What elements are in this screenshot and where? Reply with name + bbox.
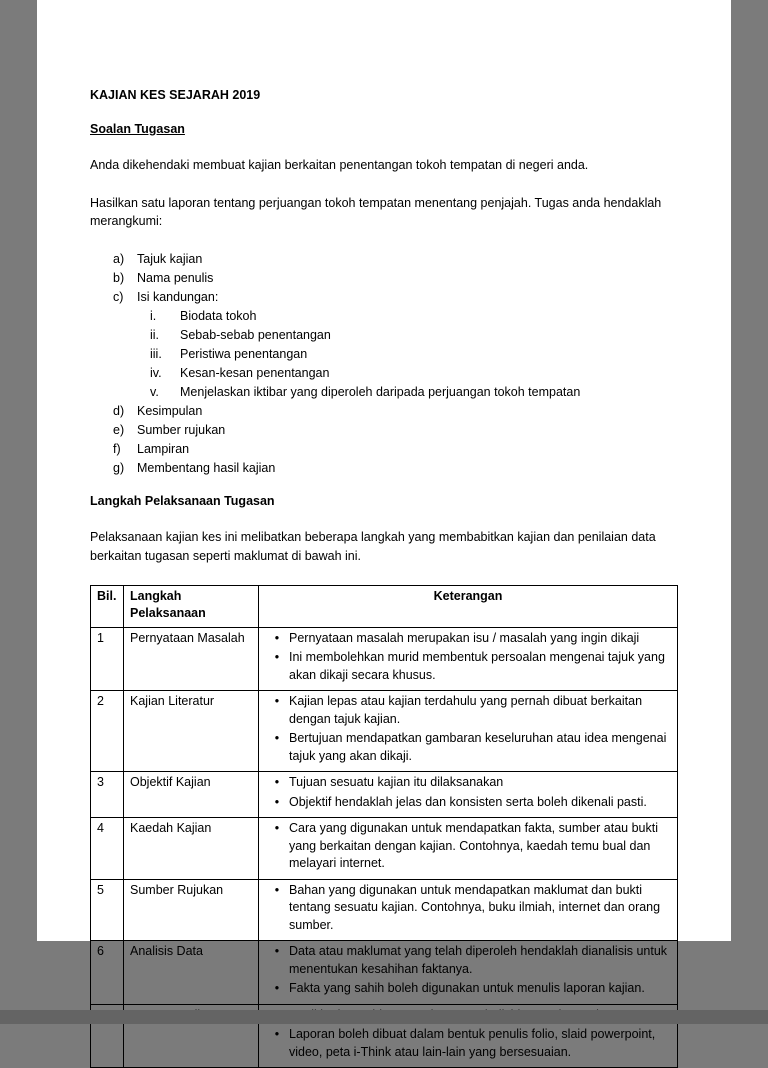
task-list xyxy=(90,250,678,478)
list-item xyxy=(90,459,678,478)
bullet-icon: • xyxy=(274,821,280,836)
list-item xyxy=(90,421,678,440)
list-item-label: g) xyxy=(113,461,125,476)
bullet-icon: • xyxy=(274,630,280,645)
sub-list-item xyxy=(150,326,678,345)
table-header-row xyxy=(91,585,678,627)
sub-list-item xyxy=(150,364,678,383)
bullet-item xyxy=(265,649,671,684)
bullet-item xyxy=(265,730,671,765)
paragraph-intro: Anda dikehendaki membuat kajian berkaitan penentangan tokoh tempatan di negeri anda. xyxy=(90,158,589,172)
sub-list-item-text: Peristiwa penentangan xyxy=(180,347,308,362)
cell-keterangan xyxy=(259,941,678,1005)
section-heading-langkah-pelaksanaan: Langkah Pelaksanaan Tugasan xyxy=(90,494,275,509)
bullet-text: Cara yang digunakan untuk mendapatkan fakta, sumber atau bukti yang berkaitan dengan kajian. Contohnya, kaedah temu bual dan melayari internet. xyxy=(289,821,658,871)
list-item xyxy=(90,402,678,421)
steps-table xyxy=(90,585,678,1068)
table-body xyxy=(91,627,678,1068)
sub-list xyxy=(90,307,678,402)
cell-langkah: Pernyataan Masalah xyxy=(124,627,259,691)
list-item-text: Kesimpulan xyxy=(137,404,203,419)
table-row xyxy=(91,691,678,772)
list-item-label: a) xyxy=(113,252,125,267)
sub-list-item-label: ii. xyxy=(150,328,160,343)
bullet-item xyxy=(265,774,671,792)
sub-list-item xyxy=(150,383,678,402)
cell-keterangan xyxy=(259,691,678,772)
cell-bil: 2 xyxy=(91,691,124,772)
sub-list-item xyxy=(150,307,678,326)
sub-list-item xyxy=(150,345,678,364)
table-row xyxy=(91,627,678,691)
bullet-item xyxy=(265,943,671,978)
bullet-icon: • xyxy=(274,944,280,959)
cell-bil: 3 xyxy=(91,772,124,818)
sub-list-item-text: Sebab-sebab penentangan xyxy=(180,328,331,343)
cell-keterangan xyxy=(259,818,678,880)
viewer-bottom-strip xyxy=(0,1010,768,1024)
header-langkah: Langkah Pelaksanaan xyxy=(124,585,259,627)
cell-bil: 6 xyxy=(91,941,124,1005)
cell-bil: 4 xyxy=(91,818,124,880)
table-row xyxy=(91,879,678,941)
list-item-text: Tajuk kajian xyxy=(137,252,203,267)
sub-list-item-label: i. xyxy=(150,309,157,324)
sub-list-item-text: Kesan-kesan penentangan xyxy=(180,366,330,381)
bullet-text: Ini membolehkan murid membentuk persoalan mengenai tajuk yang akan dikaji secara khusus. xyxy=(289,650,665,682)
sub-list-item-label: v. xyxy=(150,385,159,400)
list-item-text: Lampiran xyxy=(137,442,190,457)
cell-keterangan xyxy=(259,879,678,941)
bullet-text: Fakta yang sahih boleh digunakan untuk menulis laporan kajian. xyxy=(289,981,645,996)
cell-langkah: Kajian Literatur xyxy=(124,691,259,772)
list-item-text: Membentang hasil kajian xyxy=(137,461,276,476)
bullet-text: Kajian lepas atau kajian terdahulu yang pernah dibuat berkaitan dengan tajuk kajian. xyxy=(289,694,643,726)
sub-list-item-label: iv. xyxy=(150,366,162,381)
bullet-item xyxy=(265,1026,671,1061)
bullet-icon: • xyxy=(274,882,280,897)
cell-bil: 5 xyxy=(91,879,124,941)
list-item-label: e) xyxy=(113,423,125,438)
paragraph-langkah-intro: Pelaksanaan kajian kes ini melibatkan beberapa langkah yang membabitkan kajian dan penilaian data berkaitan tugasan seperti maklumat di bawah ini. xyxy=(90,530,656,563)
table-row xyxy=(91,772,678,818)
list-item-label: d) xyxy=(113,404,125,419)
paragraph-instruction: Hasilkan satu laporan tentang perjuangan tokoh tempatan menentang penjajah. Tugas anda hendaklah merangkumi: xyxy=(90,196,662,229)
bullet-text: Laporan boleh dibuat dalam bentuk penulis folio, slaid powerpoint, video, peta i-Think atau lain-lain yang bersesuaian. xyxy=(289,1027,656,1059)
bullet-icon: • xyxy=(274,694,280,709)
cell-bil: 1 xyxy=(91,627,124,691)
table-header xyxy=(91,585,678,627)
bullet-item xyxy=(265,882,671,935)
list-item-label: f) xyxy=(113,442,121,457)
bullet-item xyxy=(265,630,671,648)
cell-langkah: Kaedah Kajian xyxy=(124,818,259,880)
header-bil: Bil. xyxy=(91,585,124,627)
list-item xyxy=(90,288,678,307)
sub-list-item-text: Biodata tokoh xyxy=(180,309,257,324)
document-page xyxy=(37,0,731,1059)
bullet-text: Objektif hendaklah jelas dan konsisten serta boleh dikenali pasti. xyxy=(289,794,647,809)
bullet-item xyxy=(265,980,671,998)
bullet-icon: • xyxy=(274,731,280,746)
bullet-item xyxy=(265,693,671,728)
bullet-icon: • xyxy=(274,1027,280,1042)
list-item-text: Sumber rujukan xyxy=(137,423,226,438)
bullet-item xyxy=(265,794,671,812)
list-item xyxy=(90,269,678,288)
bullet-text: Tujuan sesuatu kajian itu dilaksanakan xyxy=(289,775,504,790)
bullet-item xyxy=(265,820,671,873)
list-item xyxy=(90,250,678,269)
bullet-icon: • xyxy=(274,650,280,665)
table-row xyxy=(91,818,678,880)
table-row xyxy=(91,941,678,1005)
list-item-label: c) xyxy=(113,290,124,305)
sub-list-item-label: iii. xyxy=(150,347,162,362)
list-item-text: Isi kandungan: xyxy=(137,290,219,305)
bullet-icon: • xyxy=(274,981,280,996)
cell-langkah: Objektif Kajian xyxy=(124,772,259,818)
list-item xyxy=(90,440,678,459)
document-title: KAJIAN KES SEJARAH 2019 xyxy=(90,88,261,102)
sub-list-item-text: Menjelaskan iktibar yang diperoleh daripada perjuangan tokoh tempatan xyxy=(180,385,581,400)
list-item-text: Nama penulis xyxy=(137,271,214,286)
cell-keterangan xyxy=(259,627,678,691)
bullet-text: Data atau maklumat yang telah diperoleh hendaklah dianalisis untuk menentukan kesahihan faktanya. xyxy=(289,944,668,976)
section-heading-soalan-tugasan: Soalan Tugasan xyxy=(90,122,185,136)
list-item-label: b) xyxy=(113,271,125,286)
cell-langkah: Sumber Rujukan xyxy=(124,879,259,941)
bullet-text: Bahan yang digunakan untuk mendapatkan maklumat dan bukti tentang sesuatu kajian. Contohnya, buku ilmiah, internet dan orang sumber. xyxy=(289,882,661,932)
header-keterangan: Keterangan xyxy=(259,585,678,627)
bullet-text: Pernyataan masalah merupakan isu / masalah yang ingin dikaji xyxy=(289,630,640,645)
bullet-icon: • xyxy=(274,775,280,790)
cell-langkah: Analisis Data xyxy=(124,941,259,1005)
cell-keterangan xyxy=(259,772,678,818)
bullet-icon: • xyxy=(274,794,280,809)
bullet-text: Bertujuan mendapatkan gambaran keseluruhan atau idea mengenai tajuk yang akan dikaji. xyxy=(289,731,667,763)
